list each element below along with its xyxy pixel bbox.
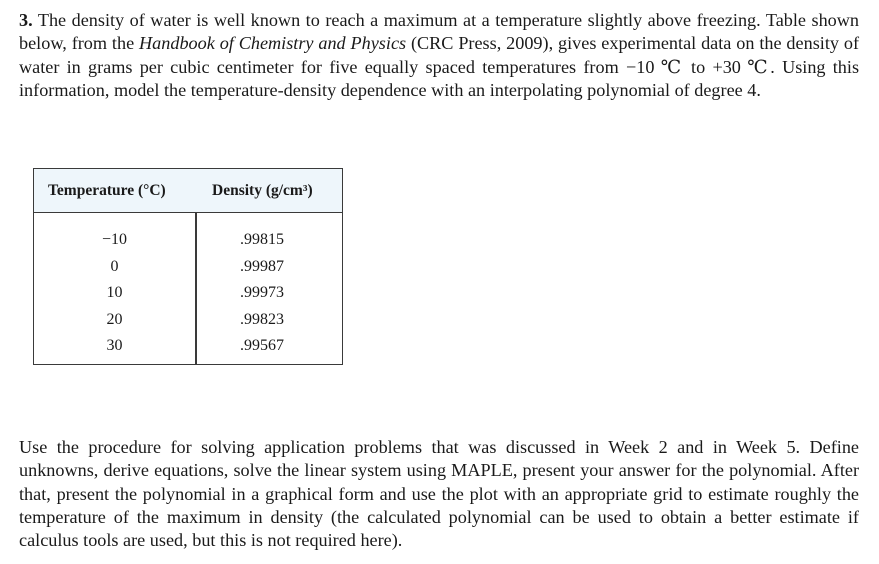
density-table — [33, 168, 343, 365]
table-cell-temperature: 20 — [106, 310, 123, 328]
temp-to: +30 ℃. — [712, 56, 775, 77]
problem-statement — [19, 9, 859, 102]
header-temperature: Temperature (°C) — [48, 182, 166, 199]
temperature-column — [34, 227, 195, 360]
column-divider — [195, 213, 197, 364]
table-cell-temperature: 10 — [106, 284, 123, 301]
table-cell-density: .99973 — [240, 284, 284, 301]
problem-text-b: (CRC Press, 2009), gives experimental data on the density of water in grams per cubic centimeter for five equally spaced temperatures from — [19, 33, 860, 77]
book-title: Handbook of Chemistry and Physics — [139, 33, 407, 54]
problem-text-c: to — [691, 56, 706, 77]
table-cell-density: .99987 — [240, 257, 284, 275]
problem-text-a: The density of water is well known to reach a maximum at a temperature slightly above freezing. Table shown below, from the — [19, 10, 860, 54]
problem-text-d: Using this information, model the temperature-density dependence with an interpolating polynomial of degree 4. — [19, 56, 860, 100]
table-header — [34, 169, 342, 213]
table-cell-density: .99567 — [240, 337, 284, 354]
table-cell-density: .99823 — [240, 310, 284, 328]
table-cell-temperature: −10 — [101, 231, 128, 248]
table-cell-temperature: 0 — [110, 257, 119, 275]
temp-from: −10 ℃ — [625, 56, 684, 77]
table-cell-density: .99815 — [240, 231, 284, 248]
instructions: Use the procedure for solving application problems that was discussed in Week 2 and in Week 5. Define unknowns, derive equations, solve the linear system using MAPLE, present your answer for the polynomial. After that, present the polynomial in a graphical form and use the plot with an appropriate grid to estimate roughly the temperature of the maximum in density (the calculated polynomial can be used to obtain a better estimate if calculus tools are used, but this is not required here). — [19, 437, 859, 551]
density-column — [240, 227, 284, 360]
header-density: Density (g/cm³) — [212, 182, 313, 199]
table-cell-temperature: 30 — [106, 337, 123, 354]
problem-number: 3. — [19, 10, 33, 30]
